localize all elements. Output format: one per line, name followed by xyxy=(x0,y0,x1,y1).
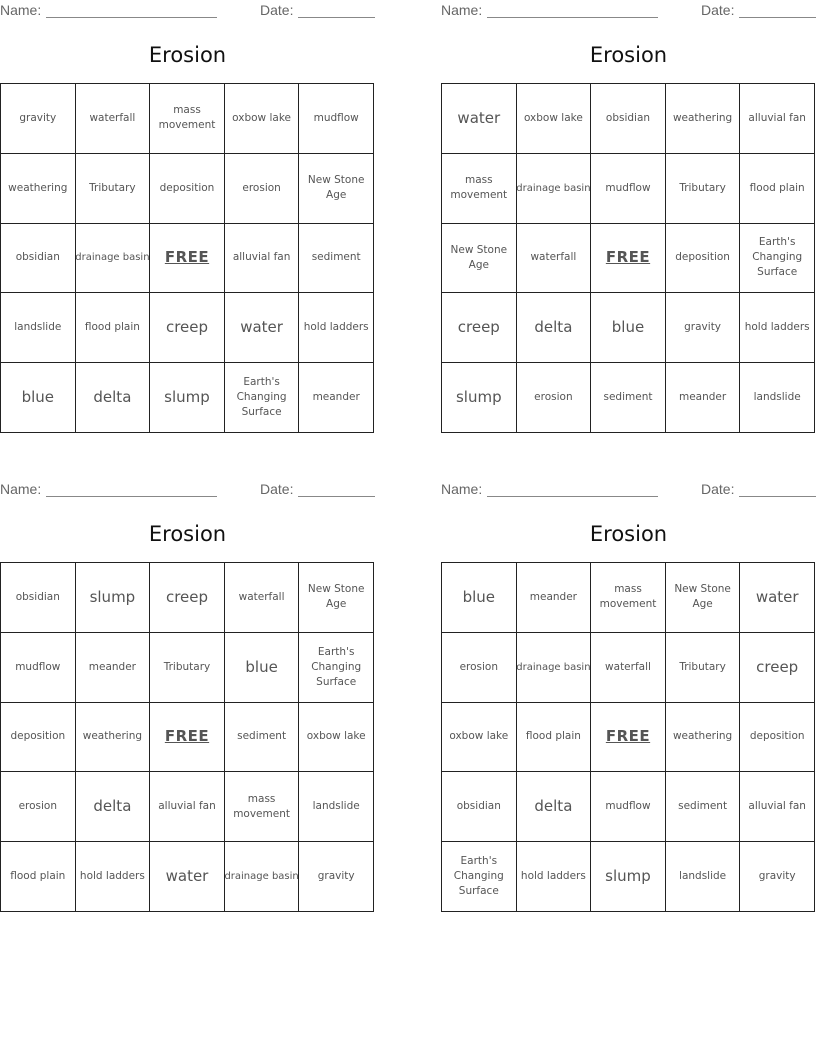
date-label: Date: xyxy=(260,2,294,18)
bingo-cell: Tributary xyxy=(666,633,741,703)
bingo-cell: Earth's Changing Surface xyxy=(740,224,815,294)
bingo-cell: New Stone Age xyxy=(299,563,374,633)
bingo-cell: mass movement xyxy=(591,563,666,633)
bingo-cell: meander xyxy=(299,363,374,433)
bingo-cell: erosion xyxy=(1,772,76,842)
date-field-line xyxy=(739,17,816,18)
card-title: Erosion xyxy=(589,522,668,546)
bingo-cell: waterfall xyxy=(517,224,592,294)
bingo-cell: drainage basin xyxy=(225,842,300,912)
bingo-cell: waterfall xyxy=(76,84,151,154)
header-row xyxy=(441,481,816,499)
bingo-cell: weathering xyxy=(666,703,741,773)
bingo-cell: obsidian xyxy=(1,563,76,633)
bingo-cell: delta xyxy=(76,772,151,842)
bingo-cell: mudflow xyxy=(591,772,666,842)
bingo-cell: Earth's Changing Surface xyxy=(225,363,300,433)
bingo-cell: hold ladders xyxy=(76,842,151,912)
bingo-cell: drainage basin xyxy=(517,154,592,224)
bingo-card-2 xyxy=(441,0,816,430)
bingo-cell: deposition xyxy=(666,224,741,294)
bingo-cell: blue xyxy=(1,363,76,433)
bingo-cell: alluvial fan xyxy=(740,772,815,842)
bingo-cell: Tributary xyxy=(666,154,741,224)
bingo-cell: slump xyxy=(150,363,225,433)
bingo-cell: drainage basin xyxy=(517,633,592,703)
bingo-cell: mudflow xyxy=(1,633,76,703)
free-space-cell: FREE xyxy=(150,703,225,773)
bingo-cell: erosion xyxy=(517,363,592,433)
bingo-cell: deposition xyxy=(740,703,815,773)
bingo-cell: slump xyxy=(442,363,517,433)
bingo-cell: hold ladders xyxy=(299,293,374,363)
bingo-cell: slump xyxy=(76,563,151,633)
bingo-cell: erosion xyxy=(225,154,300,224)
header-row xyxy=(0,2,375,20)
bingo-cell: landslide xyxy=(299,772,374,842)
date-field-line xyxy=(298,496,375,497)
bingo-cell: New Stone Age xyxy=(299,154,374,224)
bingo-cell: waterfall xyxy=(591,633,666,703)
bingo-cell: mudflow xyxy=(591,154,666,224)
bingo-cell: obsidian xyxy=(591,84,666,154)
bingo-cell: delta xyxy=(517,293,592,363)
bingo-cell: weathering xyxy=(76,703,151,773)
bingo-card-4 xyxy=(441,479,816,909)
bingo-cell: drainage basin xyxy=(76,224,151,294)
bingo-cell: oxbow lake xyxy=(517,84,592,154)
bingo-cell: New Stone Age xyxy=(666,563,741,633)
bingo-cell: blue xyxy=(225,633,300,703)
bingo-cell: gravity xyxy=(1,84,76,154)
bingo-cell: meander xyxy=(517,563,592,633)
name-field-line xyxy=(46,17,217,18)
bingo-cell: blue xyxy=(442,563,517,633)
bingo-card-1 xyxy=(0,0,375,430)
bingo-cell: weathering xyxy=(1,154,76,224)
name-field-line xyxy=(487,17,658,18)
bingo-cell: Tributary xyxy=(76,154,151,224)
bingo-cell: New Stone Age xyxy=(442,224,517,294)
bingo-cell: blue xyxy=(591,293,666,363)
name-field-line xyxy=(487,496,658,497)
bingo-cell: obsidian xyxy=(442,772,517,842)
bingo-cell: delta xyxy=(76,363,151,433)
bingo-cell: deposition xyxy=(1,703,76,773)
bingo-cell: waterfall xyxy=(225,563,300,633)
bingo-cell: sediment xyxy=(591,363,666,433)
header-row xyxy=(0,481,375,499)
card-title: Erosion xyxy=(148,522,227,546)
bingo-cell: obsidian xyxy=(1,224,76,294)
bingo-cell: slump xyxy=(591,842,666,912)
bingo-cell: hold ladders xyxy=(517,842,592,912)
bingo-cell: landslide xyxy=(666,842,741,912)
bingo-grid xyxy=(441,83,815,433)
bingo-cell: creep xyxy=(442,293,517,363)
bingo-cell: alluvial fan xyxy=(150,772,225,842)
name-label: Name: xyxy=(441,481,483,497)
bingo-card-3 xyxy=(0,479,375,909)
bingo-cell: oxbow lake xyxy=(442,703,517,773)
name-label: Name: xyxy=(0,481,42,497)
bingo-cell: water xyxy=(150,842,225,912)
header-row xyxy=(441,2,816,20)
bingo-cell: Earth's Changing Surface xyxy=(299,633,374,703)
bingo-cell: gravity xyxy=(299,842,374,912)
free-space-cell: FREE xyxy=(150,224,225,294)
date-field-line xyxy=(739,496,816,497)
bingo-cell: mass movement xyxy=(150,84,225,154)
bingo-cell: flood plain xyxy=(76,293,151,363)
bingo-cell: sediment xyxy=(299,224,374,294)
bingo-cell: water xyxy=(740,563,815,633)
bingo-cell: alluvial fan xyxy=(740,84,815,154)
bingo-grid xyxy=(0,83,374,433)
date-label: Date: xyxy=(701,481,735,497)
bingo-cell: flood plain xyxy=(517,703,592,773)
bingo-cell: mass movement xyxy=(442,154,517,224)
bingo-cell: flood plain xyxy=(740,154,815,224)
bingo-cell: meander xyxy=(666,363,741,433)
bingo-cell: deposition xyxy=(150,154,225,224)
name-field-line xyxy=(46,496,217,497)
bingo-cell: Tributary xyxy=(150,633,225,703)
bingo-cell: creep xyxy=(150,563,225,633)
bingo-cell: hold ladders xyxy=(740,293,815,363)
free-space-cell: FREE xyxy=(591,703,666,773)
bingo-cell: sediment xyxy=(666,772,741,842)
bingo-cell: creep xyxy=(150,293,225,363)
bingo-cell: creep xyxy=(740,633,815,703)
bingo-cell: landslide xyxy=(740,363,815,433)
card-title: Erosion xyxy=(148,43,227,67)
bingo-cell: Earth's Changing Surface xyxy=(442,842,517,912)
name-label: Name: xyxy=(441,2,483,18)
bingo-cell: weathering xyxy=(666,84,741,154)
bingo-cell: gravity xyxy=(740,842,815,912)
bingo-cell: delta xyxy=(517,772,592,842)
bingo-cell: oxbow lake xyxy=(225,84,300,154)
date-label: Date: xyxy=(701,2,735,18)
card-title: Erosion xyxy=(589,43,668,67)
bingo-cell: sediment xyxy=(225,703,300,773)
bingo-cell: landslide xyxy=(1,293,76,363)
bingo-cell: mudflow xyxy=(299,84,374,154)
bingo-cell: oxbow lake xyxy=(299,703,374,773)
free-space-cell: FREE xyxy=(591,224,666,294)
bingo-cell: erosion xyxy=(442,633,517,703)
bingo-cell: water xyxy=(225,293,300,363)
bingo-cell: water xyxy=(442,84,517,154)
bingo-cell: flood plain xyxy=(1,842,76,912)
bingo-grid xyxy=(441,562,815,912)
bingo-cell: mass movement xyxy=(225,772,300,842)
name-label: Name: xyxy=(0,2,42,18)
bingo-cell: meander xyxy=(76,633,151,703)
bingo-grid xyxy=(0,562,374,912)
date-label: Date: xyxy=(260,481,294,497)
bingo-cell: alluvial fan xyxy=(225,224,300,294)
bingo-cell: gravity xyxy=(666,293,741,363)
date-field-line xyxy=(298,17,375,18)
